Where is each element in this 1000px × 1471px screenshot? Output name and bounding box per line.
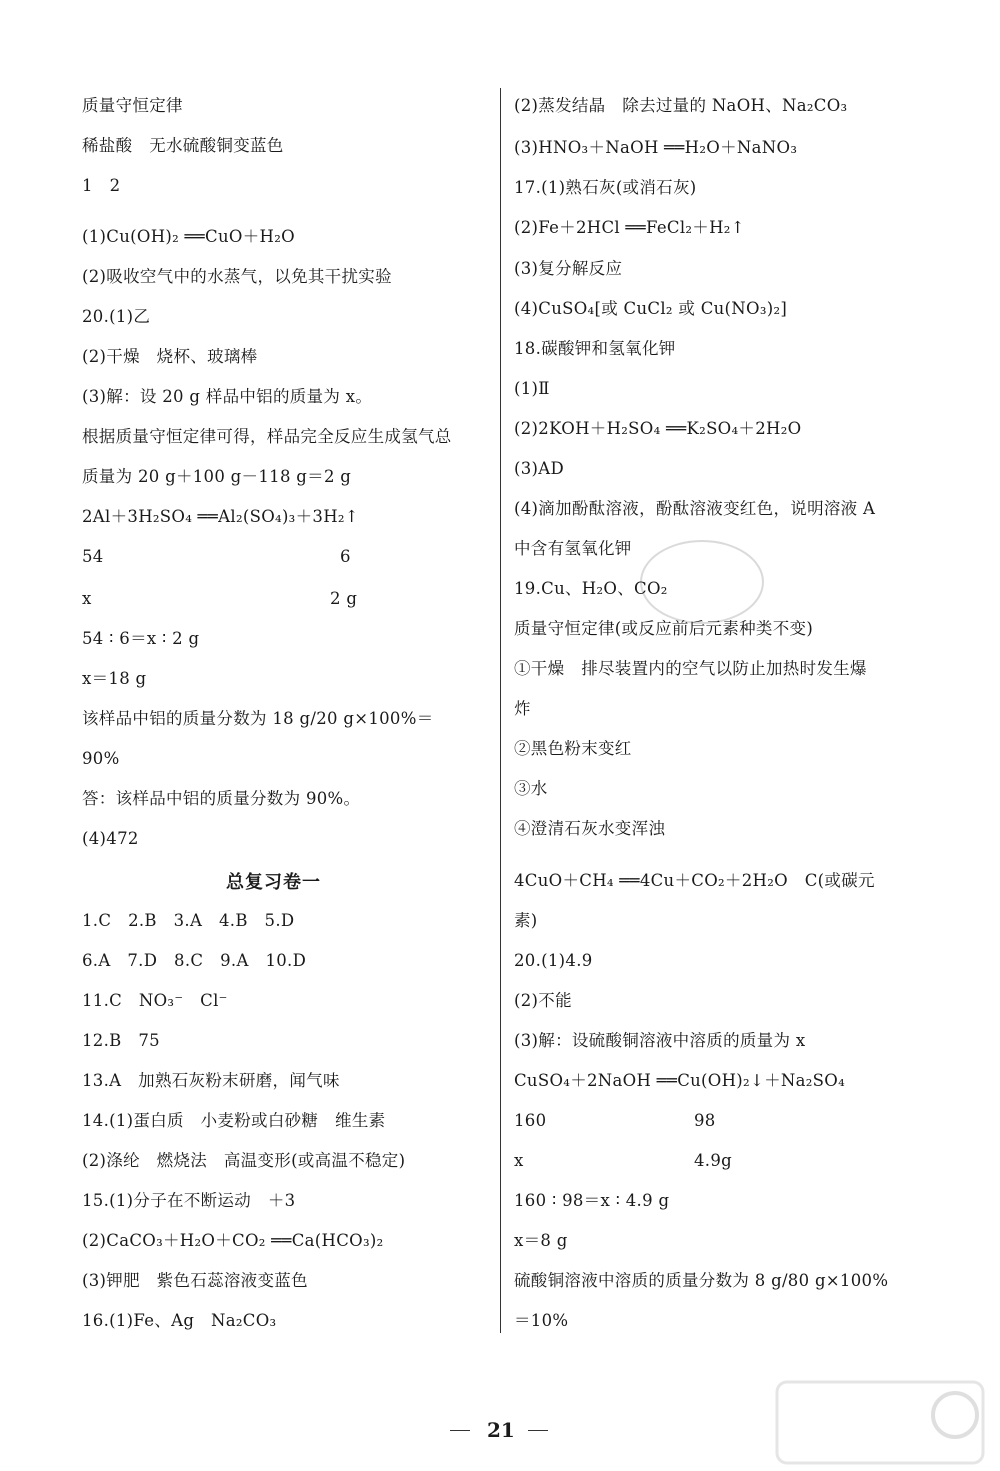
left-line-1: 稀盐酸 无水硫酸铜变蓝色 <box>82 136 284 155</box>
right-line-22: (2)不能 <box>514 991 572 1010</box>
left-line-29: 16.(1)Fe、Ag Na₂CO₃ <box>82 1311 277 1330</box>
left-line-0: 质量守恒定律 <box>82 96 183 115</box>
left-line-17: 答：该样品中铝的质量分数为 90%。 <box>82 789 361 808</box>
right-line-7: (1)Ⅱ <box>514 379 550 398</box>
right-line-13: 质量守恒定律(或反应前后元素种类不变) <box>514 619 814 638</box>
left-line-14: x＝18 g <box>82 669 147 688</box>
right-line-11: 中含有氢氧化钾 <box>514 539 632 558</box>
left-line-7: (3)解：设 20 g 样品中铝的质量为 x。 <box>82 387 373 406</box>
left-line-3: (1)Cu(OH)₂ ══CuO＋H₂O <box>82 227 295 246</box>
right-line-23: (3)解：设硫酸铜溶液中溶质的质量为 x <box>514 1031 806 1050</box>
right-aligned-value-0: 98 <box>694 1111 716 1130</box>
right-line-14: ①干燥 排尽装置内的空气以防止加热时发生爆 <box>514 659 867 678</box>
right-line-10: (4)滴加酚酞溶液，酚酞溶液变红色，说明溶液 A <box>514 499 876 518</box>
left-line-23: 13.A 加熟石灰粉末研磨，闻气味 <box>82 1071 340 1090</box>
left-line-12: x <box>82 589 92 608</box>
right-line-9: (3)AD <box>514 459 565 478</box>
page-number: 21 <box>487 1418 515 1442</box>
right-line-5: (4)CuSO₄[或 CuCl₂ 或 Cu(NO₃)₂] <box>514 299 788 318</box>
left-line-10: 2Al＋3H₂SO₄ ══Al₂(SO₄)₃＋3H₂↑ <box>82 507 359 526</box>
left-line-20: 6.A 7.D 8.C 9.A 10.D <box>82 951 307 970</box>
right-line-4: (3)复分解反应 <box>514 259 623 278</box>
left-line-4: (2)吸收空气中的水蒸气，以免其干扰实验 <box>82 267 392 286</box>
right-line-15: 炸 <box>514 699 531 718</box>
right-line-26: x <box>514 1151 524 1170</box>
right-line-27: 160 ∶ 98＝x ∶ 4.9 g <box>514 1191 670 1210</box>
right-line-3: (2)Fe＋2HCl ══FeCl₂＋H₂↑ <box>514 218 745 237</box>
left-line-5: 20.(1)乙 <box>82 307 151 326</box>
left-line-24: 14.(1)蛋白质 小麦粉或白砂糖 维生素 <box>82 1111 386 1130</box>
right-line-24: CuSO₄＋2NaOH ══Cu(OH)₂↓＋Na₂SO₄ <box>514 1071 846 1090</box>
corner-logo-icon <box>775 1380 985 1465</box>
right-aligned-value-1: 4.9g <box>694 1151 733 1170</box>
right-line-17: ③水 <box>514 779 548 798</box>
right-line-18: ④澄清石灰水变浑浊 <box>514 819 666 838</box>
right-line-30: ＝10% <box>514 1311 569 1330</box>
footer-dash-right <box>528 1430 548 1431</box>
right-line-29: 硫酸铜溶液中溶质的质量分数为 8 g/80 g×100% <box>514 1271 889 1290</box>
column-divider <box>500 88 501 1333</box>
left-line-15: 该样品中铝的质量分数为 18 g/20 g×100%＝ <box>82 709 434 728</box>
section-heading: 总复习卷一 <box>226 872 321 893</box>
left-line-8: 根据质量守恒定律可得，样品完全反应生成氢气总 <box>82 427 452 446</box>
left-line-22: 12.B 75 <box>82 1031 160 1050</box>
left-line-25: (2)涤纶 燃烧法 高温变形(或高温不稳定) <box>82 1151 406 1170</box>
right-line-0: (2)蒸发结晶 除去过量的 NaOH、Na₂CO₃ <box>514 96 848 115</box>
right-line-21: 20.(1)4.9 <box>514 951 593 970</box>
left-line-19: 1.C 2.B 3.A 4.B 5.D <box>82 911 295 930</box>
right-line-1: (3)HNO₃＋NaOH ══H₂O＋NaNO₃ <box>514 138 798 157</box>
right-line-6: 18.碳酸钾和氢氧化钾 <box>514 339 676 358</box>
left-line-18: (4)472 <box>82 829 139 848</box>
right-line-20: 素) <box>514 911 538 930</box>
right-line-2: 17.(1)熟石灰(或消石灰) <box>514 178 697 197</box>
left-line-28: (3)钾肥 紫色石蕊溶液变蓝色 <box>82 1271 308 1290</box>
right-line-19: 4CuO＋CH₄ ══4Cu＋CO₂＋2H₂O C(或碳元 <box>514 871 875 890</box>
left-aligned-value-0: 6 <box>340 547 351 566</box>
right-line-28: x＝8 g <box>514 1231 568 1250</box>
left-line-21: 11.C NO₃⁻ Cl⁻ <box>82 991 228 1010</box>
left-line-11: 54 <box>82 547 104 566</box>
left-line-16: 90% <box>82 749 120 768</box>
left-line-27: (2)CaCO₃＋H₂O＋CO₂ ══Ca(HCO₃)₂ <box>82 1231 384 1250</box>
right-line-8: (2)2KOH＋H₂SO₄ ══K₂SO₄＋2H₂O <box>514 419 802 438</box>
left-line-6: (2)干燥 烧杯、玻璃棒 <box>82 347 258 366</box>
left-line-26: 15.(1)分子在不断运动 ＋3 <box>82 1191 296 1210</box>
left-line-13: 54 ∶ 6＝x ∶ 2 g <box>82 629 200 648</box>
left-line-2: 1 2 <box>82 176 121 195</box>
footer-dash-left <box>450 1430 470 1431</box>
right-line-25: 160 <box>514 1111 547 1130</box>
right-line-12: 19.Cu、H₂O、CO₂ <box>514 579 668 598</box>
right-line-16: ②黑色粉末变红 <box>514 739 632 758</box>
left-line-9: 质量为 20 g＋100 g－118 g＝2 g <box>82 467 352 486</box>
left-aligned-value-1: 2 g <box>330 589 358 608</box>
